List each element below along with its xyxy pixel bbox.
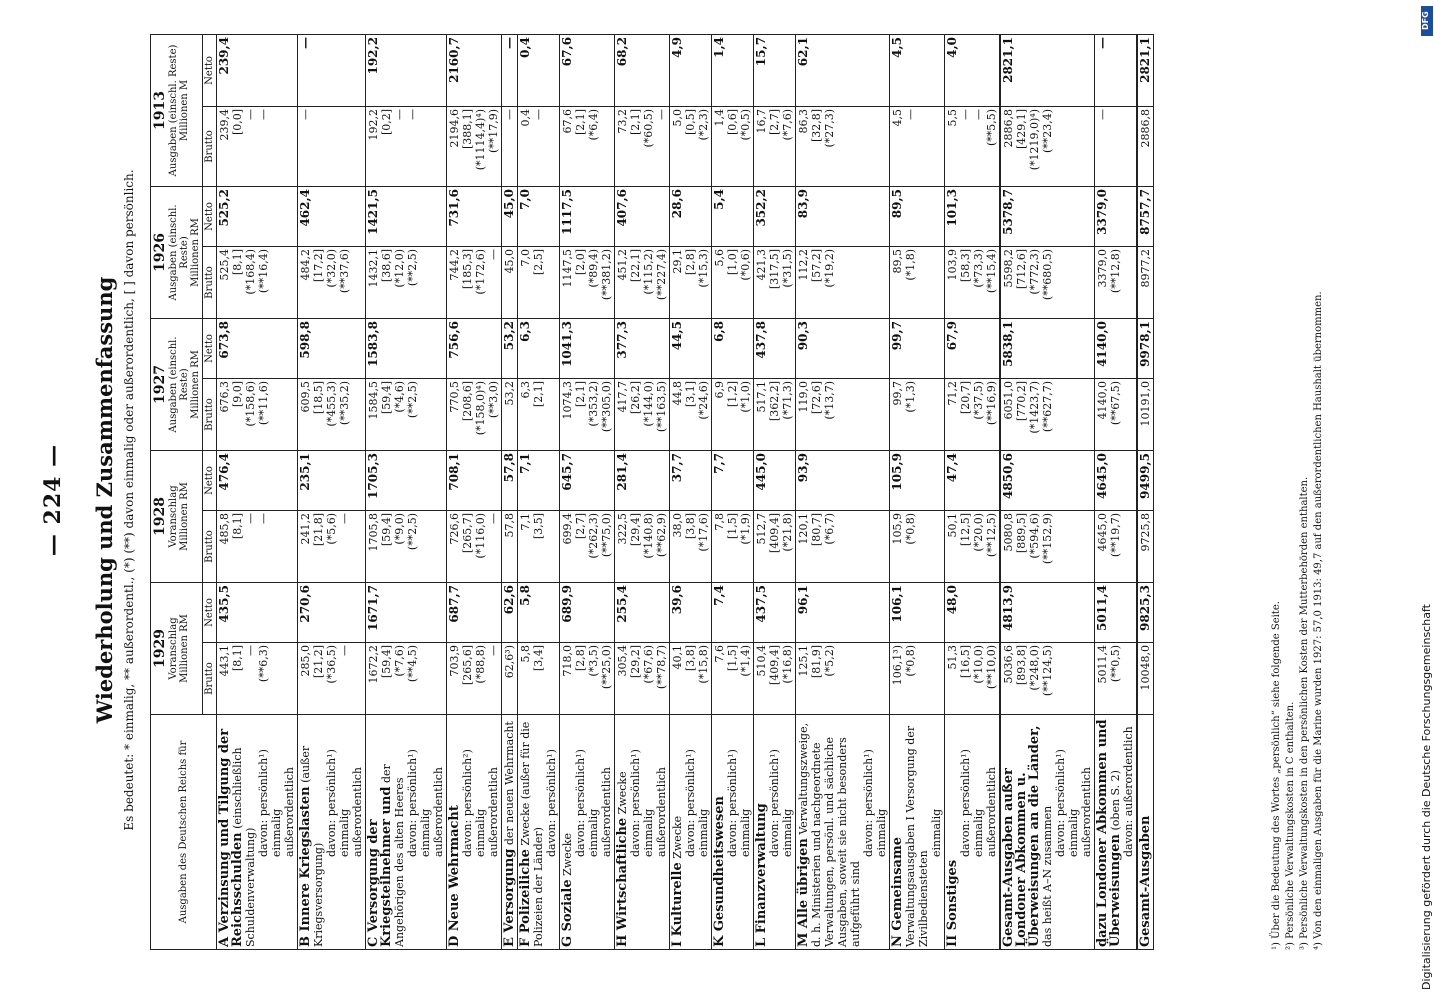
row-label-rest: Verwaltungsausgaben I Versorgung der Zivilbediensteten <box>904 725 930 947</box>
row-label-main: Gesamt-Ausgaben <box>1138 815 1153 947</box>
brutto-cell-1927: 53,2 <box>502 379 518 451</box>
brutto-cell-1913: 5,5 — — (**5,5) <box>945 106 1001 186</box>
row-label <box>1137 715 1154 950</box>
table-row <box>712 34 754 949</box>
brutto-cell-1913: 86,3 [32,8] (*27,3) <box>796 106 890 186</box>
brutto-cell-1928: 322,5 [29,4] (*140,8) (**62,9) <box>615 511 670 583</box>
brutto-cell-1927: 6,9 [1,2] (*1,0) <box>712 379 754 451</box>
netto-cell-1913: 2160,7 <box>447 34 502 106</box>
brutto-cell-1928: 7,8 [1,5] (*1,9) <box>712 511 754 583</box>
row-label <box>217 715 298 950</box>
row-sublabel: davon: persönlich¹) <box>1054 749 1067 857</box>
netto-cell-1929: 687,7 <box>447 583 502 643</box>
brutto-cell-1929: 106,1³) (*0,8) <box>890 643 945 715</box>
row-sublabel: einmalig <box>972 808 985 857</box>
row-sublabel: außerordentlich <box>985 767 998 857</box>
netto-cell-1927: 44,5 <box>670 318 712 378</box>
year-header-1926: 1926 Ausgaben (einschl. Reste) Millionen RM <box>151 186 203 318</box>
year-header-1929: 1929 Voranschlag Millionen RM <box>151 583 203 715</box>
brutto-cell-1926: 744,2 [185,3] (*172,6) — <box>447 246 502 318</box>
row-label-rest: (einschließlich Schuldenverwaltung) <box>231 747 257 947</box>
netto-cell-1928: 4645,0 <box>1095 451 1138 511</box>
netto-cell-1926: 28,6 <box>670 186 712 246</box>
netto-cell-1928: 281,4 <box>615 451 670 511</box>
table-row <box>518 34 560 949</box>
netto-cell-1927: 6,8 <box>712 318 754 378</box>
brutto-cell-1929: 62,6³) <box>502 643 518 715</box>
brutto-cell-1913: 1,4 [0,6] (*0,5) <box>712 106 754 186</box>
row-label-main: E Versorgung <box>502 848 517 947</box>
row-sublabel: einmalig <box>642 808 655 857</box>
netto-cell-1927: 598,8 <box>298 318 366 378</box>
brutto-cell-1928: 120,1 [80,7] (*6,7) <box>796 511 890 583</box>
netto-cell-1929: 4813,9 <box>1000 583 1095 643</box>
brutto-cell-1928: 726,6 [265,7] (*116,0) — <box>447 511 502 583</box>
netto-cell-1927: 6,3 <box>518 318 560 378</box>
netto-cell-1927: 53,2 <box>502 318 518 378</box>
row-label <box>670 715 712 950</box>
brutto-cell-1926: 89,5 (*1,8) <box>890 246 945 318</box>
row-label <box>366 715 447 950</box>
year-header-1928: 1928 Voranschlag Millionen RM <box>151 451 203 583</box>
page-number: — 224 — <box>40 443 66 557</box>
netto-cell-1928: 1705,3 <box>366 451 447 511</box>
netto-cell-1927: 90,3 <box>796 318 890 378</box>
footnote: ⁴) Von den einmaligen Ausgaben für die Marine wurden 1927: 57,0 1913: 49,7 auf den außerordentlichen Haushalt übernommen. <box>1313 291 1324 950</box>
netto-cell-1927: 377,3 <box>615 318 670 378</box>
netto-cell-1913: 192,2 <box>366 34 447 106</box>
brutto-cell-1927: 71,2 [20,7] (*37,5) (**16,9) <box>945 379 1001 451</box>
brutto-cell-1929: 718,0 [2,8] (*3,5) (**25,0) <box>560 643 615 715</box>
brutto-cell-1926: 45,0 <box>502 246 518 318</box>
netto-cell-1913: 2821,1 <box>1000 34 1095 106</box>
netto-cell-1929: 1671,7 <box>366 583 447 643</box>
brutto-cell-1927: 99,7 (*1,3) <box>890 379 945 451</box>
row-sublabel: außerordentlich <box>432 767 445 857</box>
row-sublabel: einmalig <box>875 808 888 857</box>
digitization-note: Digitalisierung gefördert durch die Deutsche Forschungsgemeinschaft <box>1420 604 1433 990</box>
row-label <box>615 715 670 950</box>
row-label-main: F Polizeiliche <box>518 849 533 947</box>
row-label <box>447 715 502 950</box>
netto-cell-1929: 7,4 <box>712 583 754 643</box>
dfg-logo: DFG <box>1421 6 1433 36</box>
row-sublabel: einmalig <box>930 808 943 857</box>
brutto-cell-1929: 285,0 [21,2] (*36,5) — <box>298 643 366 715</box>
row-sublabel: außerordentlich <box>1080 767 1093 857</box>
netto-cell-1929: 48,0 <box>945 583 1001 643</box>
netto-cell-1913: 4,0 <box>945 34 1001 106</box>
brutto-cell-1913: 2886,8 <box>1137 106 1154 186</box>
brutto-cell-1913: 5,0 [0,5] (*2,3) <box>670 106 712 186</box>
brutto-cell-1913: 73,2 [2,1] (*60,5) — <box>615 106 670 186</box>
netto-cell-1927: 9978,1 <box>1137 318 1154 378</box>
row-label-rest: Zwecke <box>561 832 574 876</box>
table-row <box>945 34 1001 949</box>
netto-cell-1929: 689,9 <box>560 583 615 643</box>
row-sublabel: davon: außerordentlich <box>1122 726 1135 857</box>
column-header-title: Ausgaben des Deutschen Reichs für <box>151 715 217 950</box>
row-label-main: H Wirtschaftliche <box>615 817 630 947</box>
legend-note: Es bedeutet: * einmalig, ** außerordentl., (*) (**) davon einmalig oder außerordentlich, [ ] davon persönlich. <box>122 169 136 831</box>
netto-cell-1929: 255,4 <box>615 583 670 643</box>
row-label <box>298 715 366 950</box>
brutto-cell-1926: 1147,5 [2,0] (*89,4) (**381,2) <box>560 246 615 318</box>
netto-cell-1926: 101,3 <box>945 186 1001 246</box>
row-label-main: K Gesundheitswesen <box>712 796 727 947</box>
netto-cell-1927: 4140,0 <box>1095 318 1138 378</box>
netto-cell-1926: 731,6 <box>447 186 502 246</box>
netto-cell-1913: 2821,1 <box>1137 34 1154 106</box>
brutto-cell-1929: 40,1 [3,8] (*15,8) <box>670 643 712 715</box>
row-label-rest: der neuen Wehrmacht <box>503 721 516 846</box>
brutto-cell-1926: 525,4 [8,1] (*168,4) (**16,4) <box>217 246 298 318</box>
row-sublabel: einmalig <box>587 808 600 857</box>
netto-cell-1927: 673,8 <box>217 318 298 378</box>
row-label-main: dazu Londoner Abkommen und Überweisungen <box>1095 719 1123 947</box>
brutto-cell-1929: 10048,0 <box>1137 643 1154 715</box>
brutto-cell-1929: 1672,2 [59,4] (*7,6) (**4,5) <box>366 643 447 715</box>
netto-cell-1926: 89,5 <box>890 186 945 246</box>
row-label-main: M Alle übrigen <box>796 838 811 947</box>
brutto-cell-1927: 417,7 [26,2] (*144,0) (**163,5) <box>615 379 670 451</box>
row-label-rest: (oben S. 2) <box>1109 770 1122 831</box>
row-sublabel: davon: persönlich¹) <box>574 749 587 857</box>
table-row <box>447 34 502 949</box>
brutto-cell-1913: 2194,6 [388,1] (*1114,4)⁴) (**17,9) <box>447 106 502 186</box>
netto-cell-1929: 106,1 <box>890 583 945 643</box>
brutto-cell-1926: 1432,1 [38,6] (*12,0) (**2,5) <box>366 246 447 318</box>
row-sublabel: davon: persönlich¹) <box>726 749 739 857</box>
netto-cell-1926: 1421,5 <box>366 186 447 246</box>
table-row <box>1000 34 1095 949</box>
brutto-cell-1913: — <box>1095 106 1138 186</box>
row-label-rest: Zwecke <box>616 771 629 815</box>
netto-header: Netto <box>203 318 217 378</box>
netto-cell-1929: 9825,3 <box>1137 583 1154 643</box>
brutto-cell-1927: 119,0 [72,6] (*13,7) <box>796 379 890 451</box>
netto-cell-1913: 0,4 <box>518 34 560 106</box>
netto-cell-1928: 708,1 <box>447 451 502 511</box>
footnotes <box>1270 50 1326 950</box>
netto-cell-1927: 437,8 <box>754 318 796 378</box>
row-label-rest: Verwaltungszweige, d. h. Ministerien und nachgeordnete Verwaltungen, persönl. und sächliche Ausgaben, soweit sie nicht besonders aufgeführt sind <box>797 722 862 947</box>
table-row <box>1137 34 1154 949</box>
row-label <box>1000 715 1095 950</box>
brutto-cell-1929: 5011,4 (**0,5) <box>1095 643 1138 715</box>
brutto-cell-1926: 103,9 [58,3] (*73,3) (**15,4) <box>945 246 1001 318</box>
netto-cell-1926: 83,9 <box>796 186 890 246</box>
netto-cell-1913: 67,6 <box>560 34 615 106</box>
row-label-rest: Zwecke (außer für die Polizeien der Länder) <box>519 721 545 947</box>
netto-cell-1928: 9499,5 <box>1137 451 1154 511</box>
brutto-cell-1926: 484,2 [17,2] (*32,0) (**37,6) <box>298 246 366 318</box>
header-row-years <box>151 34 203 949</box>
brutto-cell-1927: 1074,3 [2,1] (*353,2) (**305,0) <box>560 379 615 451</box>
brutto-cell-1928: 38,0 [3,8] (*17,6) <box>670 511 712 583</box>
brutto-cell-1929: 51,3 [16,5] (*10,0) (**10,0) <box>945 643 1001 715</box>
brutto-cell-1926: 5598,2 [712,6] (*772,3) (**680,5) <box>1000 246 1095 318</box>
brutto-cell-1928: 9725,8 <box>1137 511 1154 583</box>
brutto-cell-1913: 16,7 [2,7] (*7,6) <box>754 106 796 186</box>
table-row <box>670 34 712 949</box>
netto-cell-1929: 39,6 <box>670 583 712 643</box>
row-label <box>1095 715 1138 950</box>
table-row <box>890 34 945 949</box>
footnote: ²) Persönliche Verwaltungskosten in C enthalten. <box>1285 701 1296 950</box>
brutto-cell-1927: 6,3 [2,1] <box>518 379 560 451</box>
row-label-main: L Finanzverwaltung <box>754 803 769 947</box>
row-label <box>796 715 890 950</box>
brutto-cell-1928: 50,1 [12,5] (*20,0) (**12,5) <box>945 511 1001 583</box>
brutto-cell-1927: 676,3 [9,0] (*158,6) (**11,6) <box>217 379 298 451</box>
netto-cell-1928: 105,9 <box>890 451 945 511</box>
brutto-cell-1928: 105,9 (*0,8) <box>890 511 945 583</box>
netto-cell-1913: 68,2 <box>615 34 670 106</box>
netto-header: Netto <box>203 451 217 511</box>
brutto-cell-1928: 4645,0 (**19,7) <box>1095 511 1138 583</box>
brutto-header: Brutto <box>203 106 217 186</box>
row-sublabel: außerordentlich <box>283 767 296 857</box>
brutto-cell-1913: 192,2 [0,2] — — <box>366 106 447 186</box>
table-body <box>217 34 1154 949</box>
row-label-main: Gesamt-Ausgaben außer Londoner Abkommen u. Überweisungen an die Länder, <box>1001 725 1042 947</box>
year-header-1913: 1913 Ausgaben (einschl. Reste) Millionen M <box>151 34 203 186</box>
netto-cell-1926: 7,0 <box>518 186 560 246</box>
brutto-cell-1927: 517,1 [362,2] (*71,3) <box>754 379 796 451</box>
row-label <box>890 715 945 950</box>
table-row <box>217 34 298 949</box>
table-row <box>502 34 518 949</box>
netto-cell-1928: 235,1 <box>298 451 366 511</box>
table-row <box>1095 34 1138 949</box>
table-row <box>298 34 366 949</box>
row-label-main: D Neue Wehrmacht <box>447 805 462 947</box>
netto-cell-1926: 352,2 <box>754 186 796 246</box>
netto-cell-1926: 8757,7 <box>1137 186 1154 246</box>
brutto-cell-1928: 7,1 [3,5] <box>518 511 560 583</box>
table-row <box>366 34 447 949</box>
netto-cell-1913: 4,9 <box>670 34 712 106</box>
row-sublabel: einmalig <box>419 808 432 857</box>
brutto-header: Brutto <box>203 643 217 715</box>
netto-cell-1928: 7,7 <box>712 451 754 511</box>
netto-cell-1913: 239,4 <box>217 34 298 106</box>
row-sublabel: davon: persönlich¹) <box>959 749 972 857</box>
netto-cell-1929: 62,6 <box>502 583 518 643</box>
table-row <box>796 34 890 949</box>
row-sublabel: davon: persönlich¹) <box>545 749 558 857</box>
netto-cell-1927: 1583,8 <box>366 318 447 378</box>
year-header-1927: 1927 Ausgaben (einschl. Reste) Millionen RM <box>151 318 203 450</box>
brutto-cell-1929: 7,6 [1,5] (*1,4) <box>712 643 754 715</box>
row-label-main: A Verzinsung und Tilgung der Reichsschulden <box>217 728 245 947</box>
netto-cell-1913: 1,4 <box>712 34 754 106</box>
netto-cell-1913: — <box>298 34 366 106</box>
row-sublabel: davon: persönlich¹) <box>406 749 419 857</box>
netto-cell-1926: 462,4 <box>298 186 366 246</box>
brutto-cell-1928: 241,2 [21,8] (*5,6) — <box>298 511 366 583</box>
row-label-main: B Innere Kriegslasten <box>298 786 313 947</box>
row-label-main: I Kulturelle <box>670 862 685 947</box>
row-label-rest: (außer Kriegsversorgung) <box>299 745 325 947</box>
netto-cell-1928: 645,7 <box>560 451 615 511</box>
brutto-cell-1928: 57,8 <box>502 511 518 583</box>
netto-cell-1927: 5838,1 <box>1000 318 1095 378</box>
brutto-cell-1926: 3379,0 (**12,8) <box>1095 246 1138 318</box>
netto-cell-1926: 45,0 <box>502 186 518 246</box>
brutto-cell-1926: 29,1 [2,8] (*15,3) <box>670 246 712 318</box>
footnote: ¹) Über die Bedeutung des Wortes „persönlich“ siehe folgende Seite. <box>1271 601 1282 950</box>
brutto-cell-1927: 4140,0 (**67,5) <box>1095 379 1138 451</box>
netto-cell-1929: 96,1 <box>796 583 890 643</box>
brutto-cell-1929: 703,9 [265,6] (*88,8) — <box>447 643 502 715</box>
brutto-cell-1913: 2886,8 [429,1] (*1219,0)⁴) (**23,4) <box>1000 106 1095 186</box>
brutto-cell-1927: 10191,0 <box>1137 379 1154 451</box>
row-label-rest: das heißt A–N zusammen <box>1041 805 1054 947</box>
brutto-cell-1927: 44,8 [3,1] (*24,6) <box>670 379 712 451</box>
brutto-cell-1927: 1584,5 [59,4] (*4,6) (**2,5) <box>366 379 447 451</box>
netto-cell-1913: 4,5 <box>890 34 945 106</box>
brutto-cell-1926: 5,6 [1,0] (*0,6) <box>712 246 754 318</box>
netto-cell-1927: 756,6 <box>447 318 502 378</box>
expenditure-table <box>150 34 1154 950</box>
netto-cell-1926: 525,2 <box>217 186 298 246</box>
netto-cell-1926: 407,6 <box>615 186 670 246</box>
brutto-cell-1927: 770,5 [208,6] (*158,0)⁴) (**3,0) <box>447 379 502 451</box>
netto-cell-1928: 93,9 <box>796 451 890 511</box>
row-sublabel: davon: persönlich¹) <box>325 749 338 857</box>
row-sublabel: einmalig <box>781 808 794 857</box>
row-sublabel: davon: persönlich¹) <box>629 749 642 857</box>
brutto-cell-1928: 699,4 [2,7] (*262,3) (**75,0) <box>560 511 615 583</box>
row-sublabel: davon: persönlich¹) <box>257 749 270 857</box>
row-label-main: C Versorgung der Kriegsteilnehmer und <box>366 786 394 947</box>
netto-cell-1926: 5,4 <box>712 186 754 246</box>
brutto-header: Brutto <box>203 246 217 318</box>
row-label-rest: Zwecke <box>671 815 684 859</box>
netto-header: Netto <box>203 186 217 246</box>
brutto-cell-1929: 125,1 [81,9] (*5,2) <box>796 643 890 715</box>
brutto-cell-1913: 4,5 — <box>890 106 945 186</box>
netto-cell-1927: 1041,3 <box>560 318 615 378</box>
brutto-cell-1929: 443,1 [8,1] — (**6,3) <box>217 643 298 715</box>
row-sublabel: einmalig <box>697 808 710 857</box>
netto-cell-1928: 445,0 <box>754 451 796 511</box>
netto-cell-1928: 57,8 <box>502 451 518 511</box>
brutto-cell-1928: 5080,8 [889,5] (*594,6) (**152,9) <box>1000 511 1095 583</box>
netto-cell-1929: 270,6 <box>298 583 366 643</box>
brutto-cell-1926: 421,3 [317,5] (*31,5) <box>754 246 796 318</box>
netto-cell-1913: — <box>1095 34 1138 106</box>
netto-cell-1927: 67,9 <box>945 318 1001 378</box>
netto-cell-1929: 5,8 <box>518 583 560 643</box>
netto-cell-1913: 15,7 <box>754 34 796 106</box>
brutto-cell-1926: 112,2 [57,2] (*19,2) <box>796 246 890 318</box>
row-label <box>945 715 1001 950</box>
brutto-cell-1928: 485,8 [8,1] — — <box>217 511 298 583</box>
brutto-cell-1927: 609,5 [18,5] (*455,3) (**35,2) <box>298 379 366 451</box>
row-label <box>712 715 754 950</box>
table-row <box>615 34 670 949</box>
netto-cell-1928: 476,4 <box>217 451 298 511</box>
brutto-cell-1926: 7,0 [2,5] <box>518 246 560 318</box>
netto-cell-1929: 437,5 <box>754 583 796 643</box>
row-sublabel: einmalig <box>474 808 487 857</box>
row-sublabel: davon: persönlich¹) <box>684 749 697 857</box>
netto-cell-1929: 5011,4 <box>1095 583 1138 643</box>
netto-cell-1928: 4850,6 <box>1000 451 1095 511</box>
row-sublabel: davon: persönlich¹) <box>862 749 875 857</box>
row-sublabel: außerordentlich <box>600 767 613 857</box>
brutto-header: Brutto <box>203 379 217 451</box>
row-label <box>502 715 518 950</box>
brutto-cell-1913: — <box>298 106 366 186</box>
netto-cell-1928: 37,7 <box>670 451 712 511</box>
brutto-cell-1926: 451,2 [22,1] (*115,2) (**227,4) <box>615 246 670 318</box>
netto-cell-1927: 99,7 <box>890 318 945 378</box>
netto-cell-1913: — <box>502 34 518 106</box>
brutto-cell-1929: 5,8 [3,4] <box>518 643 560 715</box>
brutto-cell-1927: 6051,0 [770,2] (*1423,7) (**627,7) <box>1000 379 1095 451</box>
brutto-cell-1929: 305,4 [29,2] (*67,6) (**78,7) <box>615 643 670 715</box>
row-sublabel: außerordentlich <box>487 767 500 857</box>
table-row <box>754 34 796 949</box>
page-title: Wiederholung und Zusammenfassung <box>92 276 117 724</box>
row-sublabel: davon: persönlich²) <box>461 749 474 857</box>
brutto-header: Brutto <box>203 511 217 583</box>
table-row <box>560 34 615 949</box>
netto-header: Netto <box>203 583 217 643</box>
row-label-main: N Gemeinsame <box>890 837 905 947</box>
row-label <box>518 715 560 950</box>
row-sublabel: einmalig <box>739 808 752 857</box>
row-sublabel: einmalig <box>338 808 351 857</box>
brutto-cell-1928: 512,7 [409,4] (*21,8) <box>754 511 796 583</box>
footnote: ³) Persönliche Verwaltungskosten in den persönlichen Kosten der Mutterbehörden enthalten. <box>1299 476 1310 950</box>
row-label-main: G Soziale <box>560 879 575 947</box>
row-label <box>560 715 615 950</box>
netto-cell-1913: 62,1 <box>796 34 890 106</box>
row-label-main: II Sonstiges <box>945 859 960 947</box>
brutto-cell-1928: 1705,8 [59,4] (*9,0) (**2,5) <box>366 511 447 583</box>
brutto-cell-1929: 5036,6 [893,8] (*248,0) (**124,5) <box>1000 643 1095 715</box>
row-label-rest: der Angehörigen des alten Heeres <box>380 764 406 947</box>
brutto-cell-1926: 8977,2 <box>1137 246 1154 318</box>
netto-header: Netto <box>203 34 217 106</box>
brutto-cell-1913: 239,4 [0,0] — — <box>217 106 298 186</box>
brutto-cell-1929: 510,4 [409,4] (*16,8) <box>754 643 796 715</box>
netto-cell-1928: 47,4 <box>945 451 1001 511</box>
brutto-cell-1913: — <box>502 106 518 186</box>
netto-cell-1929: 435,5 <box>217 583 298 643</box>
row-sublabel: einmalig <box>1067 808 1080 857</box>
row-sublabel: außerordentlich <box>655 767 668 857</box>
netto-cell-1926: 3379,0 <box>1095 186 1138 246</box>
row-sublabel: einmalig <box>270 808 283 857</box>
netto-cell-1928: 7,1 <box>518 451 560 511</box>
netto-cell-1926: 5378,7 <box>1000 186 1095 246</box>
row-sublabel: davon: persönlich¹) <box>768 749 781 857</box>
brutto-cell-1913: 67,6 [2,1] (*6,4) <box>560 106 615 186</box>
netto-cell-1926: 1117,5 <box>560 186 615 246</box>
row-label <box>754 715 796 950</box>
row-sublabel: außerordentlich <box>351 767 364 857</box>
brutto-cell-1913: 0,4 — <box>518 106 560 186</box>
